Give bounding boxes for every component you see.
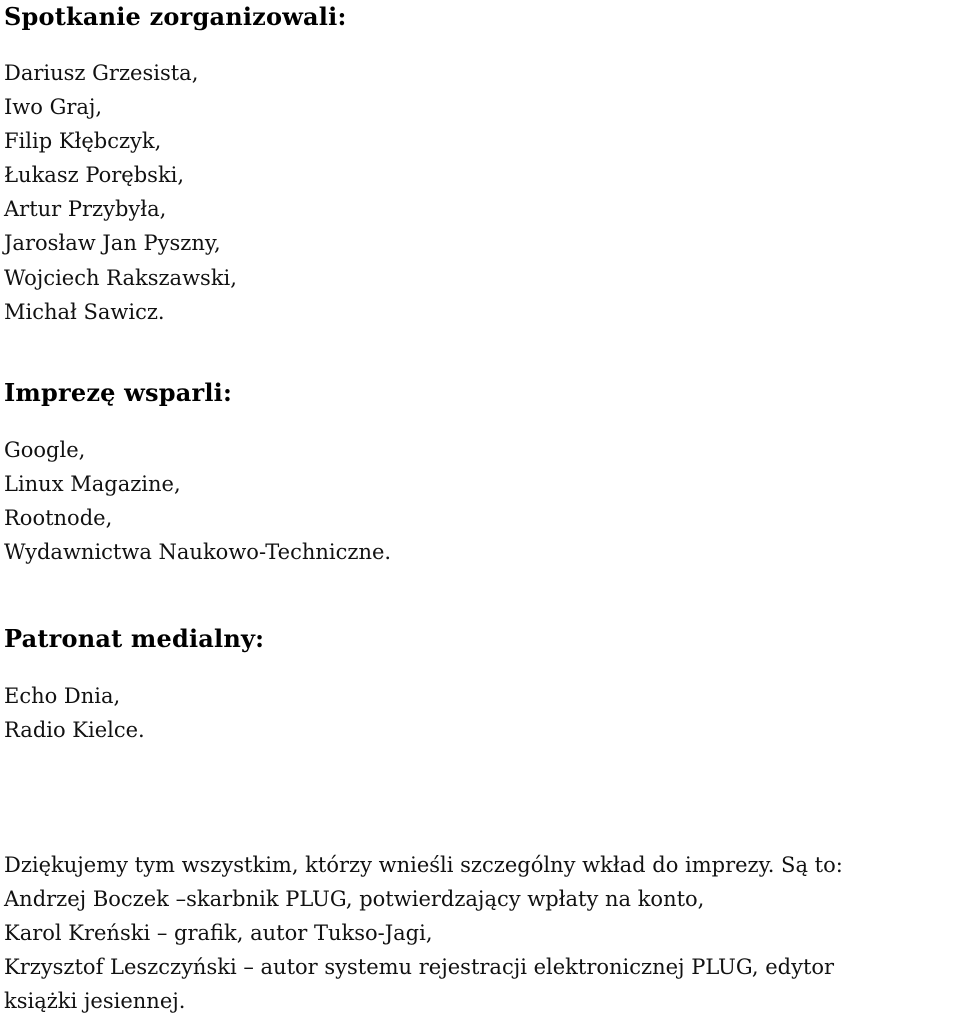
supporter-item: Rootnode, [4,506,113,531]
organizer-item: Filip Kłębczyk, [4,129,162,154]
organizers-heading: Spotkanie zorganizowali: [4,2,347,31]
media-patronage-heading: Patronat medialny: [4,624,265,653]
supporter-item: Google, [4,438,86,462]
acknowledgements-line: książki jesiennej. [4,989,186,1013]
organizer-item: Artur Przybyła, [4,197,167,222]
organizer-item: Michał Sawicz. [4,299,165,324]
organizer-item: Jarosław Jan Pyszny, [4,231,221,256]
media-patron-item: Echo Dnia, [4,684,121,708]
acknowledgements-line: Krzysztof Leszczyński – autor systemu rejestracji elektronicznej PLUG, edytor [4,955,835,979]
acknowledgements-line: Dziękujemy tym wszystkim, którzy wnieśli szczególny wkład do imprezy. Są to: [4,853,843,877]
media-patronage-list [4,679,145,747]
acknowledgements-line: Karol Kreński – grafik, autor Tukso-Jagi, [4,921,433,945]
organizer-item: Wojciech Rakszawski, [4,265,237,290]
organizer-item: Łukasz Porębski, [4,163,185,188]
supporter-item: Linux Magazine, [4,472,181,497]
media-patron-item: Radio Kielce. [4,718,145,743]
organizer-item: Iwo Graj, [4,95,103,120]
acknowledgements-line: Andrzej Boczek –skarbnik PLUG, potwierdzający wpłaty na konto, [4,887,705,911]
supporters-list [4,433,391,569]
acknowledgements-paragraph [4,848,843,1018]
supporter-item: Wydawnictwa Naukowo-Techniczne. [4,540,392,565]
organizers-list [4,56,237,329]
organizer-item: Dariusz Grzesista, [4,61,199,85]
supporters-heading: Imprezę wsparli: [4,378,233,407]
